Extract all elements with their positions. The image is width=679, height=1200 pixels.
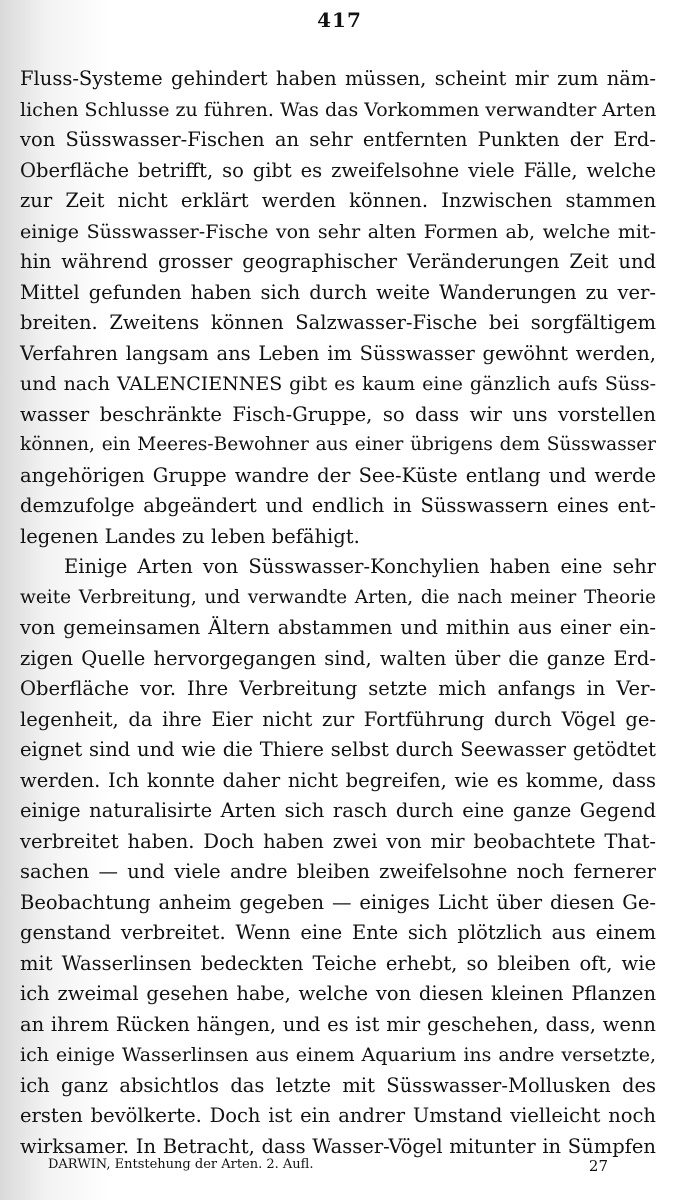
text-line: und nach VALENCIENNES gibt es kaum eine gänzlich aufs Süss- (20, 373, 656, 395)
body-text (20, 64, 656, 1162)
text-line: demzufolge abgeändert und endlich in Süsswassern eines ent- (20, 494, 656, 517)
text-line: sachen — und viele andre bleiben zweifelsohne noch fernerer (20, 860, 656, 883)
text-line: hin während grosser geographischer Veränderungen Zeit und (20, 250, 656, 273)
text-line: mit Wasserlinsen bedeckten Teiche erhebt, so bleiben oft, wie (20, 951, 656, 975)
text-line: zigen Quelle hervorgegangen sind, walten über die ganze Erd- (20, 646, 656, 670)
text-line: genstand verbreitet. Wenn eine Ente sich plötzlich aus einem (20, 921, 656, 944)
text-line: Beobachtung anheim gegeben — einiges Licht über diesen Ge- (20, 890, 656, 914)
text-line: Einige Arten von Süsswasser-Konchylien haben eine sehr (64, 555, 656, 578)
text-line: ich einige Wasserlinsen aus einem Aquarium ins andre versetzte, (20, 1044, 656, 1066)
text-line: wirksamer. In Betracht, dass Wasser-Vögel mitunter in Sümpfen (20, 1134, 656, 1158)
text-line: legenen Landes zu leben befähigt. (20, 524, 360, 548)
text-line: Oberfläche vor. Ihre Verbreitung setzte mich anfangs in Ver- (20, 677, 656, 700)
text-line: Fluss-Systeme gehindert haben müssen, scheint mir zum näm- (20, 67, 656, 90)
text-line: angehörigen Gruppe wandre der See-Küste entlang und werde (20, 463, 656, 487)
text-line: werden. Ich konnte daher nicht begreifen, wie es komme, dass (20, 768, 656, 792)
page-footer (48, 1157, 608, 1181)
page-number: 417 (317, 8, 362, 32)
text-line: weite Verbreitung, und verwandte Arten, die nach meiner Theorie (20, 586, 656, 608)
text-line: eignet sind und wie die Thiere selbst durch Seewasser getödtet (20, 738, 656, 761)
text-line: zur Zeit nicht erklärt werden können. Inzwischen stammen (20, 189, 656, 212)
text-line: ich ganz absichtlos das letzte mit Süsswasser-Mollusken des (20, 1073, 656, 1097)
text-line: breiten. Zweitens können Salzwasser-Fische bei sorgfältigem (20, 311, 656, 334)
text-line: einige naturalisirte Arten sich rasch durch eine ganze Gegend (20, 799, 656, 822)
text-line: ich zweimal gesehen habe, welche von diesen kleinen Pflanzen (20, 982, 656, 1005)
text-line: wasser beschränkte Fisch-Gruppe, so dass wir uns vorstellen (20, 402, 656, 426)
text-line: legenheit, da ihre Eier nicht zur Fortführung durch Vögel ge- (20, 707, 656, 731)
text-line: verbreitet haben. Doch haben zwei von mir beobachtete That- (20, 829, 656, 853)
text-line: von Süsswasser-Fischen an sehr entfernten Punkten der Erd- (20, 128, 656, 151)
footer-signature: DARWIN, Entstehung der Arten. 2. Aufl. (48, 1157, 314, 1172)
text-line: lichen Schlusse zu führen. Was das Vorkommen verwandter Arten (20, 98, 657, 121)
text-line: können, ein Meeres-Bewohner aus einer übrigens dem Süsswasser (20, 434, 656, 455)
text-line: Mittel gefunden haben sich durch weite Wanderungen zu ver- (20, 280, 656, 304)
text-line: einige Süsswasser-Fische von sehr alten Formen ab, welche mit- (20, 220, 656, 243)
text-line: von gemeinsamen Ältern abstammen und mithin aus einer ein- (20, 616, 656, 639)
text-line: an ihrem Rücken hängen, und es ist mir geschehen, dass, wenn (20, 1012, 656, 1036)
text-line: ersten bevölkerte. Doch ist ein andrer Umstand vielleicht noch (20, 1104, 656, 1127)
text-line: Verfahren langsam ans Leben im Süsswasser gewöhnt werden, (20, 341, 656, 365)
footer-sheet-number: 27 (588, 1157, 608, 1175)
text-line: Oberfläche betrifft, so gibt es zweifelsohne viele Fälle, welche (20, 158, 656, 182)
